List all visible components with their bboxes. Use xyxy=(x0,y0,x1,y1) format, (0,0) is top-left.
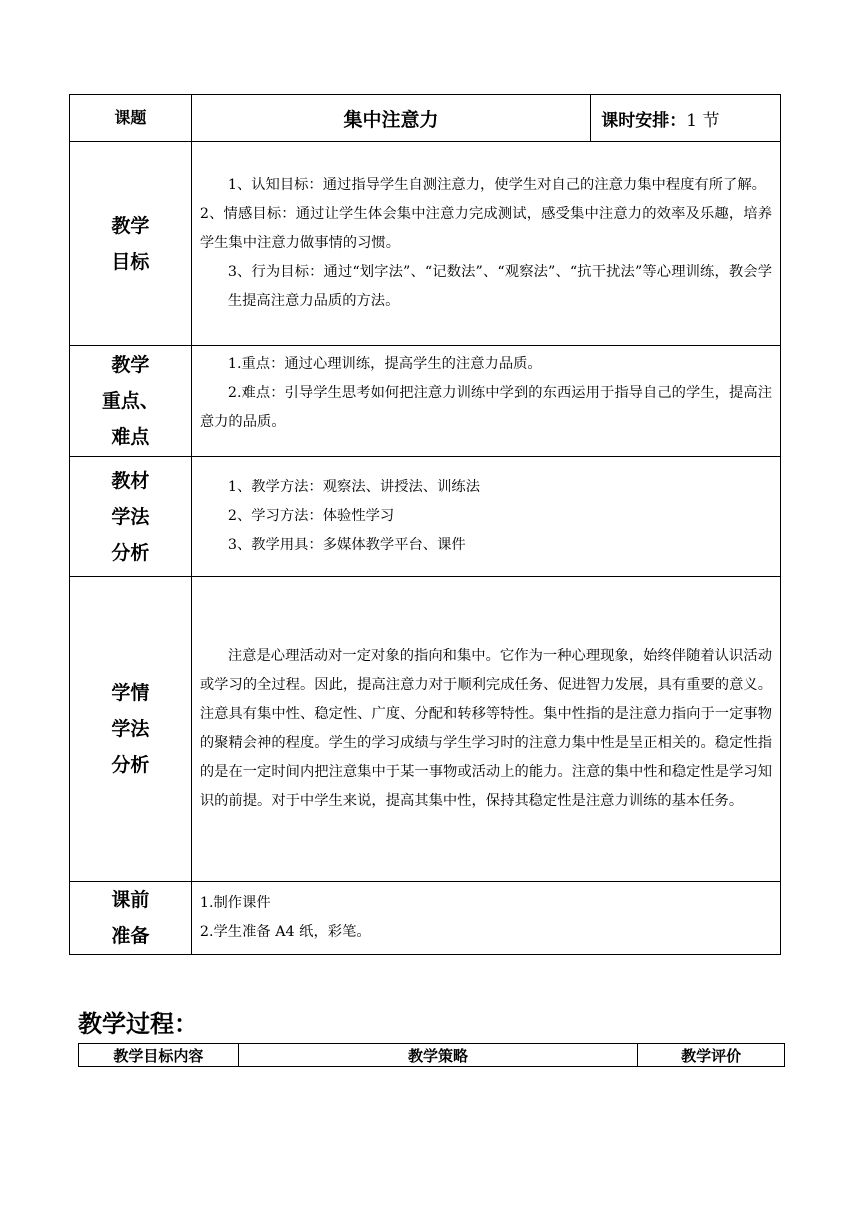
key-point-item: 2.难点：引导学生思考如何把注意力训练中学到的东西运用于指导自己的学生，提高注意力的品质。 xyxy=(199,385,772,430)
objectives-row xyxy=(70,142,781,346)
learner-row xyxy=(70,577,781,882)
time-label: 课时安排： xyxy=(601,110,687,131)
materials-row xyxy=(70,457,781,577)
materials-item: 3、教学用具：多媒体教学平台、课件 xyxy=(227,537,466,553)
process-col-strategy: 教学策略 xyxy=(238,1044,637,1067)
key-points-row xyxy=(70,346,781,457)
learner-text: 注意是心理活动对一定对象的指向和集中。它作为一种心理现象，始终伴随着认识活动或学习的全过程。因此，提高注意力对于顺利完成任务、促进智力发展，具有重要的意义。注意具有集中性、稳定性、广度、分配和转移等特性。集中性指的是注意力指向于一定事物的聚精会神的程度。学生的学习成绩与学生学习时的注意力集中性是呈正相关的。稳定性指的是在一定时间内把注意集中于某一事物或活动上的能力。注意的集中性和稳定性是学习知识的前提。对于中学生来说，提高其集中性，保持其稳定性是注意力训练的基本任务。 xyxy=(199,648,772,809)
process-header-row xyxy=(79,1044,785,1067)
learner-label: 学情 学法 分析 xyxy=(70,577,192,882)
preparation-content xyxy=(191,882,780,955)
time-arrangement xyxy=(591,95,781,142)
learner-content xyxy=(191,577,780,882)
process-table xyxy=(78,1043,785,1067)
topic-value: 集中注意力 xyxy=(191,95,590,142)
materials-label: 教材 学法 分析 xyxy=(70,457,192,577)
process-heading: 教学过程： xyxy=(78,1010,198,1038)
preparation-item: 2.学生准备 A4 纸，彩笔。 xyxy=(199,924,371,940)
key-points-content xyxy=(191,346,780,457)
materials-item: 2、学习方法：体验性学习 xyxy=(227,508,395,524)
topic-label: 课题 xyxy=(70,95,192,142)
preparation-label: 课前 准备 xyxy=(70,882,192,955)
process-col-goal: 教学目标内容 xyxy=(79,1044,239,1067)
time-value: 1 节 xyxy=(686,110,720,131)
materials-content xyxy=(191,457,780,577)
lesson-plan-table xyxy=(69,94,781,955)
process-col-evaluation: 教学评价 xyxy=(638,1044,785,1067)
objective-item: 2、情感目标：通过让学生体会集中注意力完成测试，感受集中注意力的效率及乐趣，培养学生集中注意力做事情的习惯。 xyxy=(199,206,772,251)
objective-item: 1、认知目标：通过指导学生自测注意力，使学生对自己的注意力集中程度有所了解。 xyxy=(227,177,766,193)
objectives-content xyxy=(191,142,780,346)
key-point-item: 1.重点：通过心理训练，提高学生的注意力品质。 xyxy=(227,356,542,372)
preparation-item: 1.制作课件 xyxy=(199,895,271,911)
materials-item: 1、教学方法：观察法、讲授法、训练法 xyxy=(227,479,480,495)
preparation-row xyxy=(70,882,781,955)
objective-item: 3、行为目标：通过“划字法”、“记数法”、“观察法”、“抗干扰法”等心理训练，教会学生提高注意力品质的方法。 xyxy=(227,264,772,309)
header-row xyxy=(70,95,781,142)
key-points-label: 教学 重点、 难点 xyxy=(70,346,192,457)
objectives-label: 教学 目标 xyxy=(70,142,192,346)
